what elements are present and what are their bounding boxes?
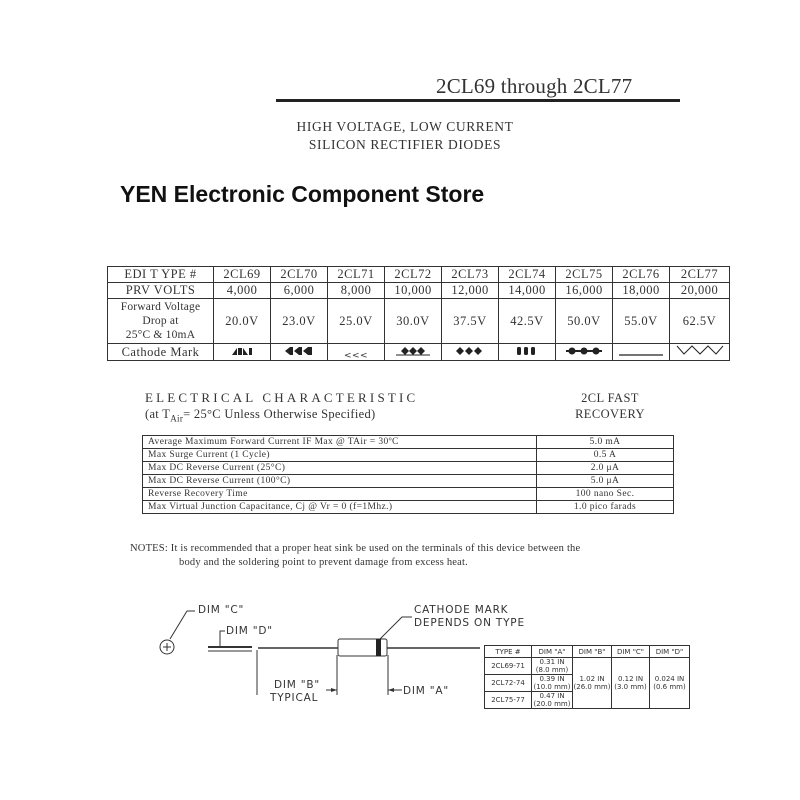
type-row	[108, 267, 730, 283]
dots-bar-icon	[566, 346, 602, 356]
table-row	[485, 658, 690, 675]
type-cell: 2CL73	[442, 267, 499, 283]
fv-cell: 55.0V	[613, 299, 670, 344]
prv-cell: 16,000	[556, 283, 613, 299]
type-cell: 2CL72	[385, 267, 442, 283]
prv-row	[108, 283, 730, 299]
cathode-cell	[670, 344, 730, 361]
prv-row-label: PRV VOLTS	[108, 283, 214, 299]
cathode-row-label: Cathode Mark	[108, 344, 214, 361]
notes-line-1: NOTES: It is recommended that a proper heat sink be used on the terminals of this device between the	[130, 543, 581, 554]
subheading-post: = 25°C Unless Otherwise Specified)	[183, 407, 376, 421]
cathode-cell	[328, 344, 385, 361]
cathode-row	[108, 344, 730, 361]
dim-b-label: DIM "B"	[274, 679, 321, 691]
dim-type: 2CL69-71	[485, 658, 532, 675]
dim-header: DIM "B"	[573, 646, 612, 658]
dim-a-mm: (10.0 mm)	[533, 683, 571, 691]
dim-header: DIM "C"	[612, 646, 650, 658]
fv-cell: 62.5V	[670, 299, 730, 344]
dim-a-in: 0.39 IN	[539, 675, 565, 683]
elec-value: 5.0 mA	[537, 436, 674, 449]
dim-a	[532, 658, 573, 675]
fv-label-line: Drop at	[142, 315, 179, 327]
table-row	[143, 501, 674, 514]
type-cell: 2CL74	[499, 267, 556, 283]
table-row	[485, 646, 690, 658]
dimension-table	[484, 645, 690, 709]
dim-c	[612, 658, 650, 709]
arrows-left-icon	[284, 346, 314, 356]
dim-b-mm: (26.0 mm)	[573, 683, 611, 691]
elec-value: 2.0 μA	[537, 462, 674, 475]
fv-cell: 23.0V	[271, 299, 328, 344]
cathode-mark-label: CATHODE MARK	[414, 604, 509, 616]
dim-a-mm: (20.0 mm)	[533, 700, 571, 708]
fv-cell: 20.0V	[214, 299, 271, 344]
dim-a-in: 0.31 IN	[539, 658, 565, 666]
type-cell: 2CL76	[613, 267, 670, 283]
dim-b	[573, 658, 612, 709]
cathode-cell	[442, 344, 499, 361]
fv-cell: 30.0V	[385, 299, 442, 344]
type-row-label: EDI T YPE #	[108, 267, 214, 283]
dim-a-in: 0.47 IN	[539, 692, 565, 700]
dim-d-label: DIM "D"	[226, 625, 273, 637]
title-rule	[276, 99, 680, 102]
notes	[130, 542, 580, 570]
dim-a	[532, 675, 573, 692]
table-row	[143, 475, 674, 488]
table-row	[143, 462, 674, 475]
cathode-mark-label-2: DEPENDS ON TYPE	[414, 617, 525, 629]
prv-cell: 12,000	[442, 283, 499, 299]
electrical-subheading	[145, 407, 375, 424]
electrical-table	[142, 435, 674, 514]
electrical-heading: ELECTRICAL CHARACTERISTIC	[145, 390, 419, 405]
bars-icon	[516, 346, 538, 356]
prv-cell: 4,000	[214, 283, 271, 299]
elec-value: 1.0 pico farads	[537, 501, 674, 514]
underline-icon	[619, 346, 663, 356]
cathode-cell	[214, 344, 271, 361]
dim-d	[650, 658, 690, 709]
dim-c-mm: (3.0 mm)	[614, 683, 647, 691]
prv-cell: 14,000	[499, 283, 556, 299]
elec-label: Max Surge Current (1 Cycle)	[143, 449, 537, 462]
table-row	[143, 449, 674, 462]
fv-cell: 42.5V	[499, 299, 556, 344]
subtitle-line-2: SILICON RECTIFIER DIODES	[308, 137, 502, 152]
cathode-cell	[271, 344, 328, 361]
dim-a-mm: (8.0 mm)	[535, 666, 569, 674]
type-cell: 2CL75	[556, 267, 613, 283]
dim-header: DIM "A"	[532, 646, 573, 658]
recovery-heading-2: RECOVERY	[575, 407, 645, 421]
fv-label-line: 25°C & 10mA	[125, 329, 196, 341]
elec-value: 5.0 μA	[537, 475, 674, 488]
type-cell: 2CL71	[328, 267, 385, 283]
dim-d-in: 0.024 IN	[654, 675, 685, 683]
elec-value: 0.5 A	[537, 449, 674, 462]
elec-label: Max DC Reverse Current (100°C)	[143, 475, 537, 488]
store-watermark: YEN Electronic Component Store	[120, 181, 485, 207]
subtitle-line-1: HIGH VOLTAGE, LOW CURRENT	[296, 119, 514, 134]
fv-label-line: Forward Voltage	[120, 301, 201, 313]
notes-line-2: body and the soldering point to prevent damage from excess heat.	[179, 557, 468, 568]
dim-header: DIM "D"	[650, 646, 690, 658]
dim-a	[532, 692, 573, 709]
prv-cell: 6,000	[271, 283, 328, 299]
cathode-cell	[556, 344, 613, 361]
dim-type: 2CL72-74	[485, 675, 532, 692]
subheading-pre: (at T	[145, 407, 171, 421]
recovery-heading-1: 2CL FAST	[581, 391, 639, 405]
tri-bar-icon	[230, 346, 254, 356]
elec-label: Max DC Reverse Current (25°C)	[143, 462, 537, 475]
prv-cell: 18,000	[613, 283, 670, 299]
cathode-cell	[385, 344, 442, 361]
table-row	[143, 488, 674, 501]
prv-cell: 20,000	[670, 283, 730, 299]
elec-label: Average Maximum Forward Current IF Max @ TAir = 30ºC	[143, 436, 537, 449]
dim-c-label: DIM "C"	[198, 604, 245, 616]
type-table	[107, 266, 730, 361]
dim-c-in: 0.12 IN	[617, 675, 644, 683]
elec-label: Reverse Recovery Time	[143, 488, 537, 501]
type-cell: 2CL69	[214, 267, 271, 283]
cathode-cell	[499, 344, 556, 361]
forward-voltage-label	[108, 299, 214, 344]
type-cell: 2CL77	[670, 267, 730, 283]
subheading-sub: Air	[170, 413, 184, 424]
page-title: 2CL69 through 2CL77	[436, 74, 633, 98]
chevrons-left-icon: <<<	[343, 350, 369, 361]
fv-cell: 50.0V	[556, 299, 613, 344]
fv-cell: 37.5V	[442, 299, 499, 344]
elec-value: 100 nano Sec.	[537, 488, 674, 501]
forward-voltage-row	[108, 299, 730, 344]
prv-cell: 8,000	[328, 283, 385, 299]
dim-header: TYPE #	[485, 646, 532, 658]
table-row	[143, 436, 674, 449]
diamonds-icon	[396, 346, 430, 356]
prv-cell: 10,000	[385, 283, 442, 299]
type-cell: 2CL70	[271, 267, 328, 283]
dim-a-label: DIM "A"	[403, 685, 450, 697]
dim-d-mm: (0.6 mm)	[653, 683, 686, 691]
fv-cell: 25.0V	[328, 299, 385, 344]
cathode-cell	[613, 344, 670, 361]
zigzag-icon	[676, 344, 724, 356]
typical-label: TYPICAL	[270, 692, 319, 704]
dim-b-in: 1.02 IN	[579, 675, 605, 683]
dim-type: 2CL75-77	[485, 692, 532, 709]
elec-label: Max Virtual Junction Capacitance, Cj @ Vr = 0 (f=1Mhz.)	[143, 501, 537, 514]
diamonds-filled-icon	[455, 346, 485, 356]
